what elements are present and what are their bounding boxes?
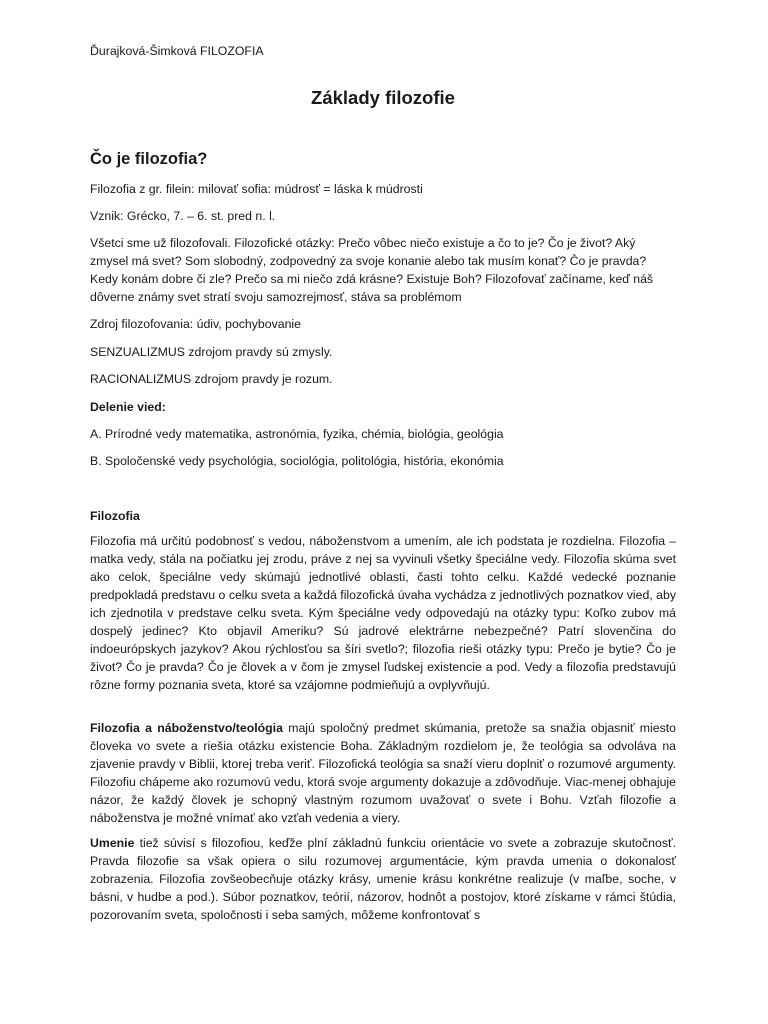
paragraph-spolocenske-vedy: B. Spoločenské vedy psychológia, sociológia, politológia, história, ekonómia	[90, 454, 504, 468]
inline-text: majú spoločný predmet skúmania, pretože sa snažia objasniť miesto človeka vo svete a riešia otázku existencie Boha. Základným rozdielom je, že teológia sa odvoláva na zjavenie pravdy v Biblii, ktorej treba veriť. Filozofická teológia sa snaží vieru doplniť o rozumové argumenty. Filozofiu chápeme ako rozumovú vedu, ktorá svoje argumenty dokazuje a zdôvodňuje. Viac-menej obhajuje názor, že každý človek je schopný vlastným rozumom uvažovať o svete i Bohu. Vzťah filozofie a náboženstva je možné vnímať ako vzťah vedenia a viery.	[90, 721, 676, 825]
paragraph-prirodne-vedy: A. Prírodné vedy matematika, astronómia, fyzika, chémia, biológia, geológia	[90, 427, 504, 441]
page-header: Ďurajková-Šimková FILOZOFIA	[90, 44, 264, 58]
section-heading-co-je-filozofia: Čo je filozofia?	[90, 150, 208, 168]
inline-bold-term: Filozofia a náboženstvo/teológia	[90, 721, 283, 735]
paragraph-umenie	[90, 834, 676, 924]
inline-text: tiež súvisí s filozofiou, keďže plní základnú funkciu orientácie vo svete a zobrazuje skutočnosť. Pravda filozofie sa však opiera o silu rozumovej argumentácie, kým pravda umenia o dokonalosť zobrazenia. Filozofia zovšeobecňuje otázky krásy, umenie krásu konkrétne realizuje (v maľbe, soche, v básni, v hudbe a pod.). Súbor poznatkov, teórií, názorov, hodnôt a postojov, ktoré získame v rámci štúdia, pozorovaním sveta, spoločnosti i seba samých, môžeme konfrontovať s	[90, 836, 676, 922]
section-heading-filozofia: Filozofia	[90, 509, 140, 523]
paragraph-origin: Vznik: Grécko, 7. – 6. st. pred n. l.	[90, 209, 276, 223]
paragraph-questions: Všetci sme už filozofovali. Filozofické otázky: Prečo vôbec niečo existuje a čo to je? Čo je život? Aký zmysel má svet? Som slobodný, zodpovedný za svoje konanie alebo tak musím konať? Čo je pravda? Kedy konám dobre či zle? Prečo sa mi niečo zdá krásne? Existuje Boh? Filozofovať začíname, keď náš dôverne známy svet stratí svoju samozrejmosť, stáva sa problémom	[90, 236, 654, 304]
paragraph-filozofia-nabozenstvo	[90, 719, 676, 827]
paragraph-definition: Filozofia z gr. filein: milovať sofia: múdrosť = láska k múdrosti	[90, 182, 423, 196]
document-title: Základy filozofie	[311, 87, 455, 108]
paragraph-delenie-vied-heading: Delenie vied:	[90, 400, 166, 414]
paragraph-source: Zdroj filozofovania: údiv, pochybovanie	[90, 317, 301, 331]
paragraph-racionalizmus: RACIONALIZMUS zdrojom pravdy je rozum.	[90, 372, 333, 386]
paragraph-filozofia-veda: Filozofia má určitú podobnosť s vedou, náboženstvom a umením, ale ich podstata je rozdielna. Filozofia – matka vedy, stála na počiatku jej zrodu, práve z nej sa vyvinuli všetky špeciálne vedy. Filozofia skúma svet ako celok, špeciálne vedy skúmajú jednotlivé oblasti, časti tohto celku. Každé vedecké poznanie predpokladá predstavu o celku sveta a každá filozofická úvaha vychádza z jednotlivých poznatkov vied, aby ich zjednotila v predstave celku sveta. Kým špeciálne vedy odpovedajú na otázky typu: Koľko zubov má dospelý jedinec? Kto objavil Ameriku? Sú jadrové elektrárne nebezpečné? Patrí slovenčina do indoeurópskych jazykov? Akou rýchlosťou sa šíri svetlo?; filozofia rieši otázky typu: Prečo je bytie? Čo je život? Čo je pravda? Čo je človek a v čom je zmysel ľudskej existencie a pod. Vedy a filozofia predstavujú rôzne formy poznania sveta, ktoré sa vzájomne podmieňujú a ovplyvňujú.	[90, 534, 676, 692]
inline-bold-term: Umenie	[90, 836, 135, 850]
paragraph-senzualizmus: SENZUALIZMUS zdrojom pravdy sú zmysly.	[90, 345, 333, 359]
